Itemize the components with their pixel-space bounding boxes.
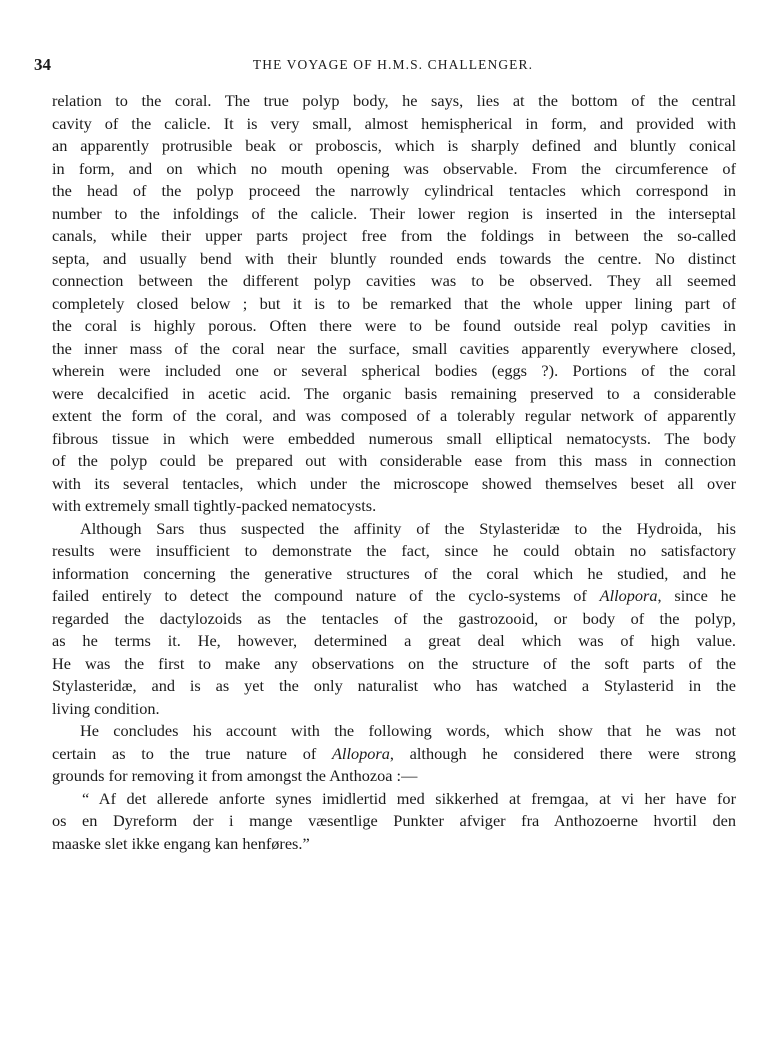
- text-line: [52, 136, 736, 156]
- text-segment: fibrous tissue in which were embedded numerous small elliptical nematocysts. The body: [52, 428, 736, 448]
- text-line: [52, 586, 736, 606]
- text-line: [52, 249, 736, 269]
- text-line: [52, 789, 736, 809]
- text-segment: living condition.: [52, 698, 160, 718]
- text-segment: , since he: [657, 586, 737, 605]
- text-line: [52, 406, 736, 426]
- text-line: [52, 204, 736, 224]
- text-line: [52, 609, 736, 629]
- text-segment: were decalcified in acetic acid. The organic basis remaining preserved to a considerable: [52, 383, 736, 403]
- text-line: [52, 541, 736, 561]
- text-segment: regarded the dactylozoids as the tentacles of the gastrozooid, or body of the polyp,: [52, 608, 736, 628]
- text-line: [52, 384, 736, 404]
- text-segment: septa, and usually bend with their bluntly rounded ends towards the centre. No distinct: [52, 248, 736, 268]
- text-segment: He concludes his account with the following words, which show that he was not: [80, 721, 736, 740]
- text-line: [52, 676, 736, 696]
- text-line: [52, 631, 736, 651]
- text-line: [52, 181, 736, 201]
- text-segment: Although Sars thus suspected the affinity of the Stylasteridæ to the Hydroida, his: [80, 518, 736, 538]
- text-segment: relation to the coral. The true polyp body, he says, lies at the bottom of the central: [52, 91, 736, 110]
- text-segment: certain as to the true nature of: [52, 743, 332, 763]
- text-segment: maaske slet ikke engang kan henføres.”: [52, 833, 310, 853]
- text-segment: results were insufficient to demonstrate the fact, since he could obtain no satisfactory: [52, 541, 736, 560]
- text-segment: with its several tentacles, which under the microscope showed themselves beset all over: [52, 473, 736, 493]
- text-line: [52, 519, 736, 539]
- text-segment: number to the infoldings of the calicle. Their lower region is inserted in the interseptal: [52, 203, 736, 223]
- text-line: [52, 271, 736, 291]
- text-segment: connection between the different polyp cavities was to be observed. They all seemed: [52, 271, 736, 290]
- text-line: [52, 294, 736, 314]
- text-segment: the coral is highly porous. Often there were to be found outside real polyp cavities in: [52, 316, 736, 335]
- text-segment: grounds for removing it from amongst the Anthozoa :—: [52, 766, 418, 785]
- text-line: [52, 316, 736, 336]
- text-segment: information concerning the generative structures of the coral which he studied, and he: [52, 563, 736, 583]
- text-line: [52, 699, 736, 719]
- text-segment: wherein were included one or several spherical bodies (eggs ?). Portions of the coral: [52, 361, 736, 380]
- text-segment: completely closed below ; but it is to be remarked that the whole upper lining part of: [52, 293, 736, 313]
- text-segment: the inner mass of the coral near the surface, small cavities apparently everywhere closed,: [52, 338, 736, 358]
- running-title: THE VOYAGE OF H.M.S. CHALLENGER.: [252, 57, 534, 72]
- text-line: [52, 226, 736, 246]
- text-line: [52, 766, 736, 786]
- text-line: [52, 564, 736, 584]
- text-segment: with extremely small tightly-packed nematocysts.: [52, 496, 377, 515]
- italic-genus-name: Allopora: [599, 586, 658, 605]
- text-line: [52, 429, 736, 449]
- text-segment: of the polyp could be prepared out with considerable ease from this mass in connection: [52, 451, 736, 470]
- text-line: [52, 474, 736, 494]
- text-line: [52, 339, 736, 359]
- text-line: [52, 361, 736, 381]
- text-segment: an apparently protrusible beak or proboscis, which is sharply defined and bluntly conical: [52, 136, 736, 155]
- text-segment: “ Af det allerede anforte synes imidlertid med sikkerhed at fremgaa, at vi her have for: [82, 788, 736, 808]
- text-segment: cavity of the calicle. It is very small, almost hemispherical in form, and provided with: [52, 113, 736, 133]
- text-line: [52, 744, 736, 764]
- text-line: [52, 834, 736, 854]
- text-line: [52, 159, 736, 179]
- text-segment: in form, and on which no mouth opening was observable. From the circumference of: [52, 158, 736, 178]
- italic-genus-name: Allopora: [331, 743, 390, 763]
- text-segment: os en Dyreform der i mange væsentlige Punkter afviger fra Anthozoerne hvortil den: [52, 811, 736, 830]
- text-line: [52, 451, 736, 471]
- text-segment: failed entirely to detect the compound nature of the cyclo-systems of: [52, 586, 600, 605]
- text-line: [52, 721, 736, 741]
- text-line: [52, 654, 736, 674]
- text-segment: the head of the polyp proceed the narrowly cylindrical tentacles which correspond in: [52, 181, 736, 200]
- text-line: [52, 811, 736, 831]
- text-line: [52, 496, 736, 516]
- text-segment: extent the form of the coral, and was composed of a tolerably regular network of apparently: [52, 406, 736, 425]
- text-segment: as he terms it. He, however, determined a great deal which was of high value.: [52, 631, 736, 650]
- text-segment: He was the first to make any observations on the structure of the soft parts of the: [52, 653, 736, 673]
- text-line: [52, 91, 736, 111]
- text-line: [52, 114, 736, 134]
- text-segment: , although he considered there were strong: [389, 743, 737, 763]
- text-segment: canals, while their upper parts project free from the foldings in between the so-called: [52, 226, 736, 245]
- page-number: 34: [34, 55, 51, 74]
- text-segment: Stylasteridæ, and is as yet the only naturalist who has watched a Stylasterid in the: [52, 676, 736, 695]
